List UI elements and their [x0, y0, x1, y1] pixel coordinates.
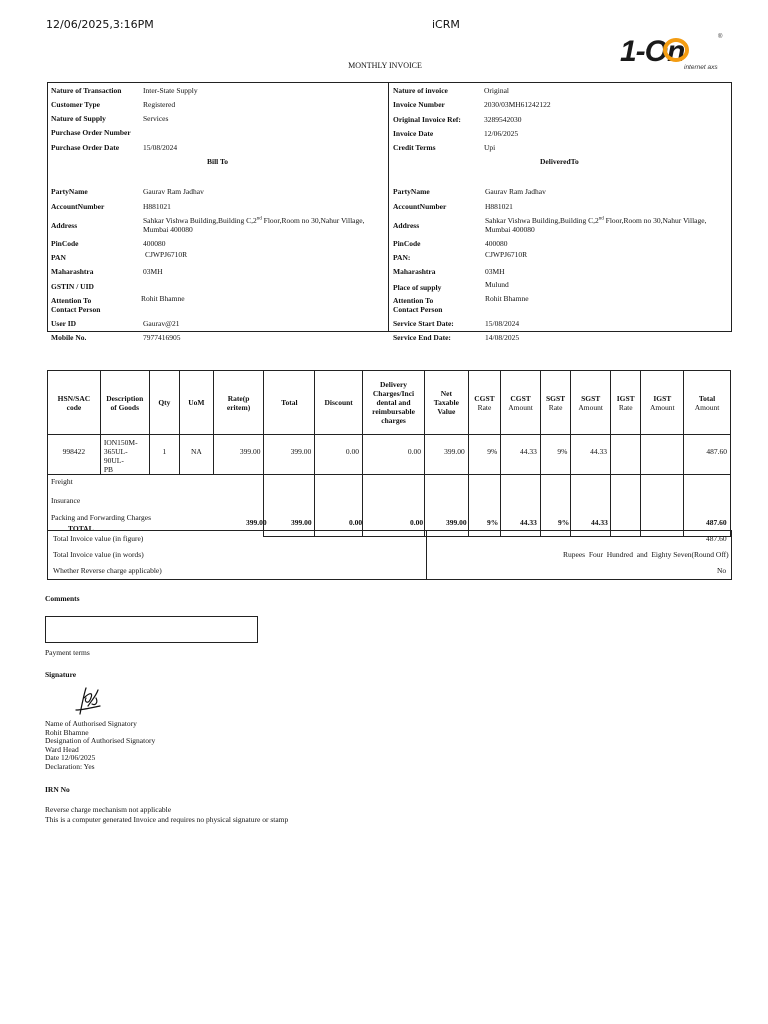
registered-mark: ® [718, 34, 723, 40]
total-sgst-amount: 44.33 [591, 518, 608, 527]
comments-label: Comments [45, 594, 80, 603]
label-po-date: Purchase Order Date [51, 143, 120, 152]
signatory-name-label: Name of Authorised Signatory [45, 719, 137, 728]
col-qty: Qty [149, 371, 179, 435]
deliv-address [485, 216, 725, 234]
comments-box [45, 616, 258, 643]
summary-words-value: Rupees Four Hundred and Eighty Seven(Round Off) [563, 550, 729, 559]
label-invoice-date: Invoice Date [393, 129, 434, 138]
extra-charges-cell [48, 475, 264, 537]
bill-pincode-label: PinCode [51, 239, 79, 248]
deliv-attention-label-1: Attention To [393, 296, 434, 305]
deliv-pincode-label: PinCode [393, 239, 421, 248]
bill-mobile-label: Mobile No. [51, 333, 87, 342]
summary-reverse-value: No [717, 566, 727, 575]
total-sgst-rate: 9% [558, 518, 570, 527]
item-igst-rate [610, 435, 640, 475]
deliv-attention-label [393, 296, 442, 314]
col-net-taxable: Net Taxable Value [425, 371, 469, 435]
summary-figure-value: 487.60 [706, 534, 727, 543]
item-total: 399.00 [264, 435, 315, 475]
deliv-start-label: Service Start Date: [393, 319, 454, 328]
label-credit-terms: Credit Terms [393, 143, 436, 152]
bill-userid: Gaurav@21 [143, 319, 180, 328]
irn-label: IRN No [45, 785, 70, 794]
label-nature-of-invoice: Nature of invoice [393, 86, 448, 95]
app-title: iCRM [432, 18, 460, 31]
handwritten-signature [70, 684, 104, 718]
col-cgst-amount: CGST Amount [501, 371, 541, 435]
total-rate: 399.00 [246, 518, 267, 527]
col-hsn: HSN/SAC code [48, 371, 101, 435]
item-net: 399.00 [425, 435, 469, 475]
item-qty: 1 [149, 435, 179, 475]
bill-pan: CJWPJ6710R [145, 250, 188, 259]
deliv-address-line1: Sahkar Vishwa Building,Building C,2 [485, 216, 599, 225]
summary-figure-label: Total Invoice value (in figure) [53, 534, 144, 543]
bill-address-line1b: Floor,Room no 30,Nahur Village, [261, 216, 365, 225]
total-cgst-rate: 9% [487, 518, 499, 527]
item-total-amount: 487.60 [684, 435, 731, 475]
table-row [48, 475, 731, 537]
deliv-account-number: H881021 [485, 202, 513, 211]
deliv-address-line1b: Floor,Room no 30,Nahur Village, [603, 216, 707, 225]
value-nature-of-transaction: Inter-State Supply [143, 86, 198, 95]
bill-party-name: Gaurav Ram Jadhav [143, 187, 204, 196]
total-row-label: TOTAL [68, 524, 94, 533]
insurance-label: Insurance [51, 496, 81, 505]
item-igst-amount [641, 435, 684, 475]
computer-generated-note: This is a computer generated Invoice and requires no physical signature or stamp [45, 815, 289, 824]
label-invoice-number: Invoice Number [393, 100, 445, 109]
signatory-name: Rohit Bhamne [45, 727, 89, 737]
value-customer-type: Registered [143, 100, 176, 109]
bill-gstin-label: GSTIN / UID [51, 282, 94, 291]
bill-account-label: AccountNumber [51, 202, 105, 211]
print-timestamp: 12/06/2025,3:16PM [46, 18, 154, 31]
summary-reverse-label: Whether Reverse charge applicable) [53, 566, 162, 575]
item-cgst-rate: 9% [468, 435, 501, 475]
item-hsn: 998422 [48, 435, 101, 475]
bill-party-label: PartyName [51, 187, 88, 196]
value-credit-terms: Upi [484, 143, 496, 152]
value-invoice-date: 12/06/2025 [484, 129, 519, 138]
bill-pan-label: PAN [51, 253, 66, 262]
bill-attention-label-2: Contact Person [51, 305, 101, 314]
col-total: Total [264, 371, 315, 435]
col-igst-rate: IGST Rate [610, 371, 640, 435]
label-nature-of-supply: Nature of Supply [51, 114, 106, 123]
item-sgst-amount: 44.33 [571, 435, 611, 475]
value-original-invoice-ref: 3289542030 [484, 115, 522, 124]
bill-state-label: Maharashtra [51, 267, 94, 276]
deliv-pincode: 400080 [485, 239, 508, 248]
item-rate: 399.00 [213, 435, 264, 475]
bill-account-number: H881021 [143, 202, 171, 211]
bill-attention-label [51, 296, 100, 314]
value-po-date: 15/08/2024 [143, 143, 178, 152]
summary-divider [426, 530, 427, 579]
col-uom: UoM [180, 371, 214, 435]
deliv-end-date: 14/08/2025 [485, 333, 520, 342]
freight-label: Freight [51, 477, 73, 486]
col-rate: Rate(p eritem) [213, 371, 264, 435]
deliv-address-line2: Mumbai 400080 [485, 225, 535, 234]
total-delivery: 0.00 [410, 518, 424, 527]
info-divider [388, 82, 389, 331]
value-invoice-number: 2030/03MH61242122 [484, 100, 551, 109]
deliv-party-label: PartyName [393, 187, 430, 196]
deliv-party-name: Gaurav Ram Jadhav [485, 187, 546, 196]
bill-attention: Rohit Bhamne [141, 294, 185, 303]
bill-address-line1: Sahkar Vishwa Building,Building C,2 [143, 216, 257, 225]
bill-state-code: 03MH [143, 267, 163, 276]
signatory-designation: Ward Head [45, 744, 79, 754]
bill-mobile: 7977416905 [143, 333, 181, 342]
bill-pincode: 400080 [143, 239, 166, 248]
reverse-charge-note: Reverse charge mechanism not applicable [45, 805, 172, 814]
deliv-attention: Rohit Bhamne [485, 294, 529, 303]
total-net: 399.00 [446, 518, 467, 527]
label-nature-of-transaction: Nature of Transaction [51, 86, 122, 95]
col-delivery: Delivery Charges/Inci dental and reimbursable charges [363, 371, 425, 435]
payment-terms: Payment terms [45, 648, 90, 657]
label-customer-type: Customer Type [51, 100, 100, 109]
delivered-to-heading: DeliveredTo [540, 157, 579, 166]
deliv-state-label: Maharashtra [393, 267, 436, 276]
deliv-state-code: 03MH [485, 267, 505, 276]
deliv-pan-label: PAN: [393, 253, 411, 262]
bill-userid-label: User ID [51, 319, 77, 328]
deliv-end-label: Service End Date: [393, 333, 451, 342]
item-cgst-amount: 44.33 [501, 435, 541, 475]
bill-to-heading: Bill To [207, 157, 229, 166]
deliv-address-sup: nd [598, 216, 604, 222]
col-sgst-rate: SGST Rate [540, 371, 570, 435]
col-cgst-rate: CGST Rate [468, 371, 501, 435]
col-sgst-amount: SGST Amount [571, 371, 611, 435]
signatory-declaration: Declaration: Yes [45, 761, 95, 771]
deliv-pan: CJWPJ6710R [485, 250, 528, 259]
label-po-number: Purchase Order Number [51, 128, 131, 137]
col-total-amount: Total Amount [684, 371, 731, 435]
packing-label: Packing and Forwarding Charges [51, 513, 152, 522]
summary-words-label: Total Invoice value (in words) [53, 550, 144, 559]
table-row [48, 435, 731, 475]
bill-address-sup: nd [256, 216, 262, 222]
deliv-attention-label-2: Contact Person [393, 305, 443, 314]
company-logo-text: 1-On [620, 35, 685, 68]
item-discount: 0.00 [315, 435, 363, 475]
item-delivery: 0.00 [363, 435, 425, 475]
document-title: MONTHLY INVOICE [348, 61, 422, 70]
line-items-table [47, 370, 731, 537]
deliv-address-label: Address [393, 221, 420, 230]
table-header-row [48, 371, 731, 435]
deliv-start-date: 15/08/2024 [485, 319, 520, 328]
bill-attention-label-1: Attention To [51, 296, 92, 305]
bill-address [143, 216, 383, 234]
item-uom: NA [180, 435, 214, 475]
signatory-block [45, 720, 155, 772]
total-cgst-amount: 44.33 [520, 518, 537, 527]
bill-address-line2: Mumbai 400080 [143, 225, 193, 234]
deliv-account-label: AccountNumber [393, 202, 447, 211]
total-total: 399.00 [291, 518, 312, 527]
total-discount: 0.00 [349, 518, 363, 527]
item-sgst-rate: 9% [540, 435, 570, 475]
signatory-date: Date 12/06/2025 [45, 753, 96, 763]
label-original-invoice-ref: Original Invoice Ref: [393, 115, 461, 124]
deliv-place-label: Place of supply [393, 283, 442, 292]
logo-tagline: internet axs [684, 64, 718, 71]
total-total-amount: 487.60 [706, 518, 727, 527]
value-nature-of-supply: Services [143, 114, 169, 123]
signatory-designation-label: Designation of Authorised Signatory [45, 736, 156, 746]
col-description: Description of Goods [100, 371, 149, 435]
signature-label: Signature [45, 670, 77, 679]
item-description: ION150M- 365UL-90UL- PB [100, 435, 149, 475]
col-igst-amount: IGST Amount [641, 371, 684, 435]
deliv-place: Mulund [485, 280, 509, 289]
bill-address-label: Address [51, 221, 78, 230]
value-nature-of-invoice: Original [484, 86, 509, 95]
col-discount: Discount [315, 371, 363, 435]
